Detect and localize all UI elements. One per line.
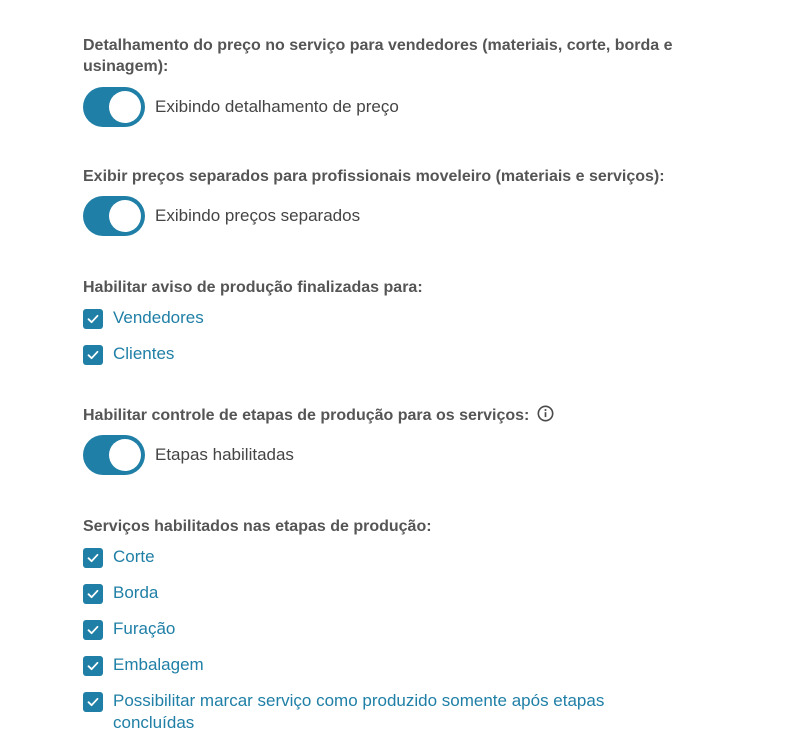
separate-prices-section (83, 166, 723, 236)
checkbox-checked[interactable] (83, 656, 103, 676)
checkmark-icon (86, 587, 100, 601)
production-notice-title: Habilitar aviso de produção finalizadas para: (83, 279, 423, 296)
separate-prices-toggle-row (83, 196, 723, 236)
info-circle-icon[interactable] (537, 405, 554, 422)
notice-option-clientes[interactable] (83, 345, 723, 365)
toggle-knob (109, 91, 141, 123)
service-option-label[interactable]: Borda (113, 583, 159, 602)
service-option-produced-after-stages[interactable] (83, 692, 723, 734)
checkbox-checked[interactable] (83, 309, 103, 329)
service-option-corte[interactable] (83, 548, 723, 568)
enabled-services-title: Serviços habilitados nas etapas de produção: (83, 518, 432, 535)
notice-option-vendedores[interactable] (83, 309, 723, 329)
production-stages-section (83, 405, 723, 475)
price-detail-toggle-row (83, 87, 723, 127)
toggle-knob (109, 439, 141, 471)
separate-prices-toggle-label: Exibindo preços separados (155, 206, 361, 225)
checkbox-checked[interactable] (83, 620, 103, 640)
checkmark-icon (86, 623, 100, 637)
checkbox-checked[interactable] (83, 345, 103, 365)
service-option-embalagem[interactable] (83, 656, 723, 676)
toggle-knob (109, 200, 141, 232)
service-option-label[interactable]: Corte (113, 547, 155, 566)
separate-prices-toggle[interactable] (83, 196, 145, 236)
checkmark-icon (86, 695, 100, 709)
production-notice-section (83, 277, 723, 365)
checkmark-icon (86, 551, 100, 565)
service-option-label[interactable]: Possibilitar marcar serviço como produzido somente após etapas concluídas (113, 691, 605, 732)
service-option-furacao[interactable] (83, 620, 723, 640)
production-stages-title-text: Habilitar controle de etapas de produção para os serviços: (83, 407, 530, 424)
production-stages-title (83, 405, 723, 426)
checkbox-checked[interactable] (83, 692, 103, 712)
service-option-label[interactable]: Furação (113, 619, 176, 638)
separate-prices-title: Exibir preços separados para profissionais moveleiro (materiais e serviços): (83, 168, 665, 185)
price-detail-toggle[interactable] (83, 87, 145, 127)
production-stages-toggle[interactable] (83, 435, 145, 475)
price-detail-section (83, 35, 723, 127)
notice-option-label[interactable]: Clientes (113, 344, 175, 363)
checkbox-checked[interactable] (83, 548, 103, 568)
notice-option-label[interactable]: Vendedores (113, 308, 204, 327)
checkmark-icon (86, 659, 100, 673)
checkmark-icon (86, 312, 100, 326)
price-detail-toggle-label: Exibindo detalhamento de preço (155, 97, 399, 116)
service-option-borda[interactable] (83, 584, 723, 604)
service-option-label[interactable]: Embalagem (113, 655, 204, 674)
enabled-services-section (83, 516, 723, 734)
production-stages-toggle-label: Etapas habilitadas (155, 445, 294, 464)
price-detail-title: Detalhamento do preço no serviço para vendedores (materiais, corte, borda e usinagem): (83, 37, 673, 75)
checkmark-icon (86, 348, 100, 362)
production-stages-toggle-row (83, 435, 723, 475)
checkbox-checked[interactable] (83, 584, 103, 604)
